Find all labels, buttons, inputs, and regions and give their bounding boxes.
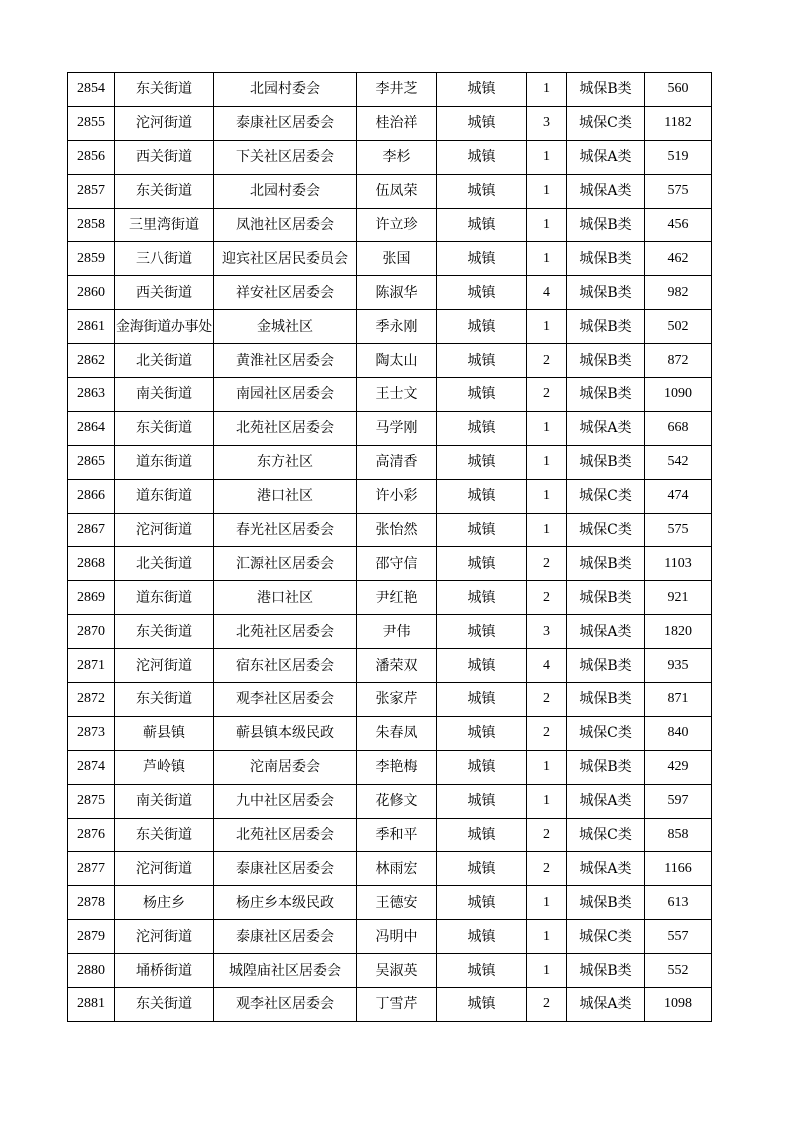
cell-count: 1 [527, 954, 567, 988]
cell-name: 桂治祥 [357, 106, 437, 140]
cell-community: 港口社区 [214, 581, 357, 615]
cell-community: 九中社区居委会 [214, 784, 357, 818]
cell-count: 3 [527, 106, 567, 140]
cell-id: 2871 [68, 649, 115, 683]
cell-id: 2878 [68, 886, 115, 920]
cell-amount: 575 [645, 174, 712, 208]
cell-community: 北园村委会 [214, 174, 357, 208]
cell-name: 朱春凤 [357, 716, 437, 750]
cell-community: 祥安社区居委会 [214, 276, 357, 310]
table-row [68, 479, 712, 513]
table-row [68, 547, 712, 581]
table-row [68, 784, 712, 818]
cell-type: 城镇 [437, 174, 527, 208]
cell-id: 2862 [68, 344, 115, 378]
cell-amount: 502 [645, 310, 712, 344]
cell-id: 2875 [68, 784, 115, 818]
table-row [68, 344, 712, 378]
cell-amount: 668 [645, 411, 712, 445]
table-row [68, 852, 712, 886]
cell-id: 2881 [68, 988, 115, 1022]
cell-name: 季和平 [357, 818, 437, 852]
cell-type: 城镇 [437, 242, 527, 276]
cell-category: 城保B类 [567, 276, 645, 310]
cell-category: 城保B类 [567, 344, 645, 378]
cell-name: 花修文 [357, 784, 437, 818]
cell-street: 金海街道办事处 [115, 310, 214, 344]
cell-type: 城镇 [437, 581, 527, 615]
cell-name: 许立珍 [357, 208, 437, 242]
cell-amount: 1166 [645, 852, 712, 886]
cell-street: 三里湾街道 [115, 208, 214, 242]
cell-street: 沱河街道 [115, 852, 214, 886]
cell-count: 2 [527, 344, 567, 378]
cell-category: 城保A类 [567, 140, 645, 174]
cell-street: 南关街道 [115, 784, 214, 818]
cell-type: 城镇 [437, 140, 527, 174]
cell-id: 2880 [68, 954, 115, 988]
cell-category: 城保B类 [567, 378, 645, 412]
table-row [68, 818, 712, 852]
cell-type: 城镇 [437, 818, 527, 852]
cell-name: 张家芹 [357, 683, 437, 717]
cell-id: 2870 [68, 615, 115, 649]
cell-street: 西关街道 [115, 276, 214, 310]
cell-name: 季永刚 [357, 310, 437, 344]
cell-count: 2 [527, 378, 567, 412]
cell-category: 城保C类 [567, 513, 645, 547]
cell-category: 城保B类 [567, 954, 645, 988]
table-row [68, 276, 712, 310]
cell-street: 埇桥街道 [115, 954, 214, 988]
cell-community: 泰康社区居委会 [214, 106, 357, 140]
table-row [68, 445, 712, 479]
cell-street: 沱河街道 [115, 106, 214, 140]
cell-street: 西关街道 [115, 140, 214, 174]
cell-street: 沱河街道 [115, 920, 214, 954]
cell-category: 城保B类 [567, 649, 645, 683]
cell-amount: 552 [645, 954, 712, 988]
cell-name: 高清香 [357, 445, 437, 479]
cell-category: 城保A类 [567, 411, 645, 445]
cell-amount: 1098 [645, 988, 712, 1022]
cell-amount: 560 [645, 73, 712, 107]
table-row [68, 140, 712, 174]
cell-community: 汇源社区居委会 [214, 547, 357, 581]
cell-name: 李井芝 [357, 73, 437, 107]
cell-category: 城保C类 [567, 716, 645, 750]
cell-id: 2867 [68, 513, 115, 547]
cell-type: 城镇 [437, 649, 527, 683]
cell-street: 东关街道 [115, 683, 214, 717]
cell-category: 城保B类 [567, 73, 645, 107]
cell-id: 2868 [68, 547, 115, 581]
cell-name: 陈淑华 [357, 276, 437, 310]
cell-community: 观李社区居委会 [214, 683, 357, 717]
table-row [68, 310, 712, 344]
cell-type: 城镇 [437, 615, 527, 649]
cell-street: 沱河街道 [115, 649, 214, 683]
cell-count: 1 [527, 886, 567, 920]
table-row [68, 242, 712, 276]
cell-count: 1 [527, 784, 567, 818]
cell-id: 2863 [68, 378, 115, 412]
cell-type: 城镇 [437, 73, 527, 107]
cell-street: 南关街道 [115, 378, 214, 412]
cell-type: 城镇 [437, 954, 527, 988]
cell-community: 泰康社区居委会 [214, 920, 357, 954]
cell-type: 城镇 [437, 683, 527, 717]
cell-type: 城镇 [437, 208, 527, 242]
table-row [68, 683, 712, 717]
cell-amount: 462 [645, 242, 712, 276]
cell-type: 城镇 [437, 344, 527, 378]
cell-count: 3 [527, 615, 567, 649]
cell-street: 道东街道 [115, 445, 214, 479]
cell-category: 城保A类 [567, 852, 645, 886]
cell-street: 道东街道 [115, 479, 214, 513]
cell-name: 李艳梅 [357, 750, 437, 784]
cell-name: 冯明中 [357, 920, 437, 954]
cell-type: 城镇 [437, 886, 527, 920]
cell-name: 伍凤荣 [357, 174, 437, 208]
cell-count: 1 [527, 411, 567, 445]
table-row [68, 886, 712, 920]
cell-count: 1 [527, 73, 567, 107]
cell-category: 城保C类 [567, 479, 645, 513]
cell-category: 城保A类 [567, 615, 645, 649]
cell-count: 2 [527, 716, 567, 750]
cell-count: 2 [527, 852, 567, 886]
cell-amount: 456 [645, 208, 712, 242]
cell-name: 陶太山 [357, 344, 437, 378]
cell-count: 4 [527, 276, 567, 310]
cell-id: 2859 [68, 242, 115, 276]
cell-category: 城保A类 [567, 988, 645, 1022]
cell-category: 城保B类 [567, 445, 645, 479]
cell-amount: 1090 [645, 378, 712, 412]
cell-amount: 1820 [645, 615, 712, 649]
cell-id: 2865 [68, 445, 115, 479]
cell-name: 许小彩 [357, 479, 437, 513]
cell-id: 2879 [68, 920, 115, 954]
table-row [68, 513, 712, 547]
cell-name: 王德安 [357, 886, 437, 920]
cell-category: 城保C类 [567, 818, 645, 852]
cell-community: 港口社区 [214, 479, 357, 513]
cell-count: 1 [527, 174, 567, 208]
cell-category: 城保C类 [567, 920, 645, 954]
cell-amount: 1103 [645, 547, 712, 581]
cell-amount: 557 [645, 920, 712, 954]
cell-community: 南园社区居委会 [214, 378, 357, 412]
cell-name: 林雨宏 [357, 852, 437, 886]
cell-community: 东方社区 [214, 445, 357, 479]
cell-street: 东关街道 [115, 615, 214, 649]
table-row [68, 378, 712, 412]
cell-count: 1 [527, 242, 567, 276]
cell-name: 李杉 [357, 140, 437, 174]
table-row [68, 649, 712, 683]
table-row [68, 106, 712, 140]
cell-type: 城镇 [437, 479, 527, 513]
table-row [68, 615, 712, 649]
cell-count: 1 [527, 208, 567, 242]
cell-id: 2864 [68, 411, 115, 445]
cell-street: 道东街道 [115, 581, 214, 615]
cell-id: 2876 [68, 818, 115, 852]
cell-street: 东关街道 [115, 988, 214, 1022]
cell-id: 2857 [68, 174, 115, 208]
table-row [68, 920, 712, 954]
cell-category: 城保B类 [567, 683, 645, 717]
cell-street: 东关街道 [115, 73, 214, 107]
cell-community: 黄淮社区居委会 [214, 344, 357, 378]
cell-amount: 858 [645, 818, 712, 852]
cell-count: 1 [527, 750, 567, 784]
table-row [68, 954, 712, 988]
cell-community: 蕲县镇本级民政 [214, 716, 357, 750]
cell-category: 城保B类 [567, 547, 645, 581]
cell-street: 沱河街道 [115, 513, 214, 547]
table-row [68, 716, 712, 750]
cell-street: 东关街道 [115, 411, 214, 445]
cell-id: 2854 [68, 73, 115, 107]
cell-community: 北园村委会 [214, 73, 357, 107]
cell-name: 尹红艳 [357, 581, 437, 615]
cell-id: 2860 [68, 276, 115, 310]
cell-id: 2873 [68, 716, 115, 750]
cell-name: 潘荣双 [357, 649, 437, 683]
cell-amount: 597 [645, 784, 712, 818]
table-row [68, 411, 712, 445]
cell-amount: 429 [645, 750, 712, 784]
table-row [68, 750, 712, 784]
cell-count: 2 [527, 683, 567, 717]
cell-type: 城镇 [437, 310, 527, 344]
cell-type: 城镇 [437, 920, 527, 954]
cell-community: 下关社区居委会 [214, 140, 357, 174]
cell-amount: 1182 [645, 106, 712, 140]
cell-street: 三八街道 [115, 242, 214, 276]
cell-category: 城保C类 [567, 106, 645, 140]
cell-community: 凤池社区居委会 [214, 208, 357, 242]
cell-category: 城保B类 [567, 886, 645, 920]
cell-count: 1 [527, 445, 567, 479]
cell-street: 杨庄乡 [115, 886, 214, 920]
cell-amount: 935 [645, 649, 712, 683]
cell-count: 4 [527, 649, 567, 683]
cell-count: 2 [527, 581, 567, 615]
cell-name: 张国 [357, 242, 437, 276]
cell-type: 城镇 [437, 716, 527, 750]
cell-id: 2872 [68, 683, 115, 717]
table-row [68, 208, 712, 242]
cell-name: 王士文 [357, 378, 437, 412]
cell-type: 城镇 [437, 276, 527, 310]
cell-count: 1 [527, 310, 567, 344]
cell-community: 城隍庙社区居委会 [214, 954, 357, 988]
cell-id: 2866 [68, 479, 115, 513]
cell-category: 城保A类 [567, 784, 645, 818]
cell-type: 城镇 [437, 750, 527, 784]
table-row [68, 174, 712, 208]
table-body [68, 73, 712, 1022]
cell-type: 城镇 [437, 988, 527, 1022]
cell-amount: 982 [645, 276, 712, 310]
cell-name: 尹伟 [357, 615, 437, 649]
cell-name: 吴淑英 [357, 954, 437, 988]
cell-amount: 921 [645, 581, 712, 615]
table-row [68, 988, 712, 1022]
cell-category: 城保A类 [567, 174, 645, 208]
cell-type: 城镇 [437, 411, 527, 445]
cell-id: 2869 [68, 581, 115, 615]
cell-community: 春光社区居委会 [214, 513, 357, 547]
cell-amount: 613 [645, 886, 712, 920]
cell-name: 张怡然 [357, 513, 437, 547]
cell-count: 1 [527, 513, 567, 547]
cell-amount: 871 [645, 683, 712, 717]
cell-type: 城镇 [437, 852, 527, 886]
cell-id: 2861 [68, 310, 115, 344]
cell-count: 2 [527, 988, 567, 1022]
cell-street: 东关街道 [115, 818, 214, 852]
cell-name: 邵守信 [357, 547, 437, 581]
cell-count: 2 [527, 818, 567, 852]
cell-id: 2855 [68, 106, 115, 140]
cell-category: 城保B类 [567, 208, 645, 242]
cell-type: 城镇 [437, 547, 527, 581]
cell-amount: 575 [645, 513, 712, 547]
cell-id: 2874 [68, 750, 115, 784]
cell-name: 丁雪芹 [357, 988, 437, 1022]
cell-community: 杨庄乡本级民政 [214, 886, 357, 920]
cell-amount: 542 [645, 445, 712, 479]
data-table [67, 72, 712, 1022]
cell-community: 沱南居委会 [214, 750, 357, 784]
cell-street: 东关街道 [115, 174, 214, 208]
cell-category: 城保B类 [567, 242, 645, 276]
cell-category: 城保B类 [567, 581, 645, 615]
cell-community: 宿东社区居委会 [214, 649, 357, 683]
cell-community: 北苑社区居委会 [214, 818, 357, 852]
cell-name: 马学刚 [357, 411, 437, 445]
table-row [68, 73, 712, 107]
cell-community: 迎宾社区居民委员会 [214, 242, 357, 276]
cell-community: 泰康社区居委会 [214, 852, 357, 886]
cell-count: 1 [527, 140, 567, 174]
cell-street: 蕲县镇 [115, 716, 214, 750]
cell-amount: 840 [645, 716, 712, 750]
cell-category: 城保B类 [567, 750, 645, 784]
cell-type: 城镇 [437, 378, 527, 412]
cell-amount: 474 [645, 479, 712, 513]
cell-street: 北关街道 [115, 344, 214, 378]
cell-type: 城镇 [437, 106, 527, 140]
cell-id: 2877 [68, 852, 115, 886]
table-row [68, 581, 712, 615]
cell-street: 北关街道 [115, 547, 214, 581]
cell-id: 2858 [68, 208, 115, 242]
cell-count: 1 [527, 920, 567, 954]
cell-id: 2856 [68, 140, 115, 174]
cell-community: 北苑社区居委会 [214, 615, 357, 649]
cell-category: 城保B类 [567, 310, 645, 344]
cell-community: 北苑社区居委会 [214, 411, 357, 445]
cell-amount: 519 [645, 140, 712, 174]
cell-count: 2 [527, 547, 567, 581]
cell-type: 城镇 [437, 513, 527, 547]
cell-type: 城镇 [437, 784, 527, 818]
cell-street: 芦岭镇 [115, 750, 214, 784]
cell-type: 城镇 [437, 445, 527, 479]
cell-community: 金城社区 [214, 310, 357, 344]
cell-amount: 872 [645, 344, 712, 378]
cell-community: 观李社区居委会 [214, 988, 357, 1022]
cell-count: 1 [527, 479, 567, 513]
